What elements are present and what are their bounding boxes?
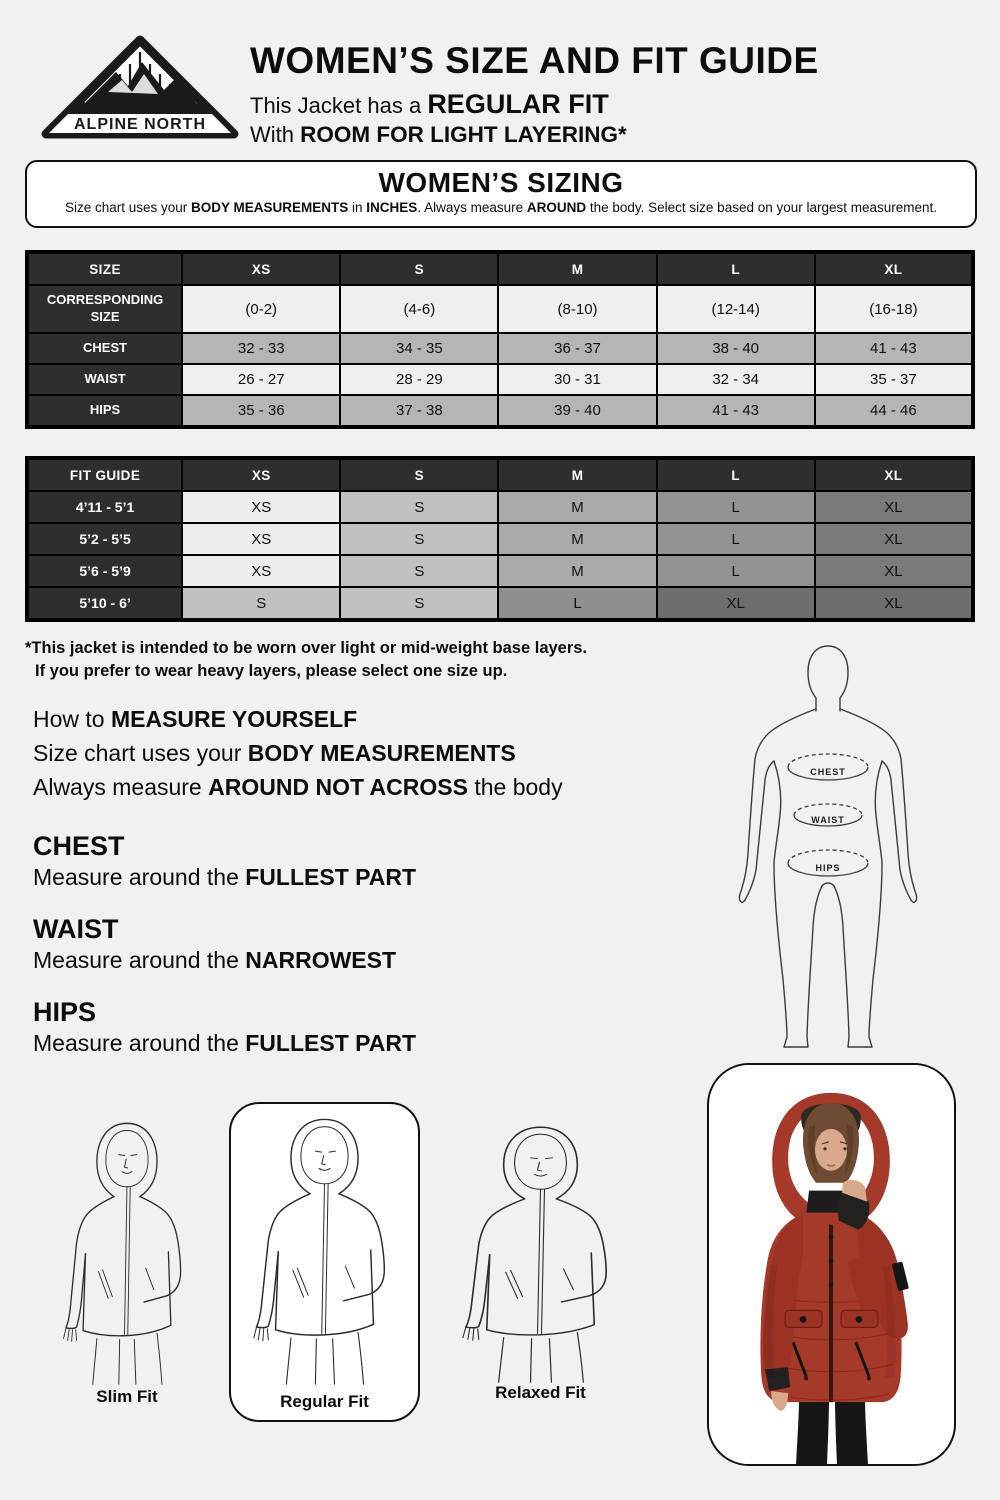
height-range-label: 5’10 - 6’ [27,587,182,620]
table-row [27,491,973,523]
hips-band [788,850,868,876]
size-cell: 36 - 37 [498,333,656,364]
table-row [27,587,973,620]
fit-table-header-cell: S [340,458,498,491]
chest-band [788,754,868,780]
size-table-header-cell: SIZE [27,252,182,285]
recommended-size-cell: M [498,555,656,587]
size-cell: 41 - 43 [815,333,973,364]
size-table-header-row [27,252,973,285]
table-row [27,555,973,587]
table-row [27,333,973,364]
row-label: WAIST [27,364,182,395]
logo-wordmark: ALPINE NORTH [74,116,206,133]
measurement-sections [33,830,416,1079]
regular-fit-highlight-box [229,1102,420,1422]
fit-type-line: This Jacket has a REGULAR FIT [250,89,609,119]
size-cell: (0-2) [182,285,340,333]
size-cell: 34 - 35 [340,333,498,364]
sizing-description: Size chart uses your BODY MEASUREMENTS in INCHES. Always measure AROUND the body. Select size based on your largest measurement. [64,200,938,215]
recommended-size-cell: S [340,555,498,587]
red-parka-product-image [709,1065,954,1464]
size-cell: 44 - 46 [815,395,973,427]
recommended-size-cell: L [657,523,815,555]
hips-section [33,996,416,1058]
row-label: CHEST [27,333,182,364]
recommended-size-cell: XS [182,523,340,555]
recommended-size-cell: L [657,491,815,523]
size-cell: 32 - 34 [657,364,815,395]
intro-line: How to MEASURE YOURSELF [33,706,358,732]
body-outline-icon [739,646,916,1047]
section-text: Measure around the FULLEST PART [33,1030,417,1056]
recommended-size-cell: S [340,523,498,555]
fit-label-relaxed: Relaxed Fit [495,1383,586,1402]
sizing-title: WOMEN’S SIZING [378,167,624,198]
size-cell: 41 - 43 [657,395,815,427]
recommended-size-cell: XS [182,555,340,587]
recommended-size-cell: S [340,491,498,523]
hips-band-label: HIPS [815,863,841,873]
fit-table-header-cell: L [657,458,815,491]
fit-table-header-cell: XS [182,458,340,491]
product-photo-frame [707,1063,956,1466]
section-title: CHEST [33,831,125,861]
fit-table-header-cell: M [498,458,656,491]
fit-label-slim: Slim Fit [96,1387,158,1406]
body-measurement-diagram [700,633,1000,1063]
size-cell: 28 - 29 [340,364,498,395]
recommended-size-cell: M [498,491,656,523]
size-cell: (12-14) [657,285,815,333]
recommended-size-cell: L [498,587,656,620]
slim-fit-illustration [32,1118,222,1386]
fit-guide-table [25,456,975,622]
size-cell: 32 - 33 [182,333,340,364]
size-cell: (4-6) [340,285,498,333]
row-label: HIPS [27,395,182,427]
section-title: HIPS [33,997,97,1027]
recommended-size-cell: XL [815,523,973,555]
size-cell: (8-10) [498,285,656,333]
waist-band [794,804,862,826]
section-text: Measure around the FULLEST PART [33,864,417,890]
recommended-size-cell: XL [815,491,973,523]
recommended-size-cell: XL [657,587,815,620]
size-table-header-cell: L [657,252,815,285]
height-range-label: 5’6 - 5’9 [27,555,182,587]
measure-intro [33,702,563,804]
fit-table-header-row [27,458,973,491]
fit-table-header-cell: FIT GUIDE [27,458,182,491]
size-cell: 35 - 37 [815,364,973,395]
fit-label-regular: Regular Fit [280,1392,369,1411]
chest-band-label: CHEST [810,767,846,777]
layering-footnote [25,637,587,683]
regular-fit-illustration [231,1114,418,1386]
recommended-size-cell: XL [815,587,973,620]
size-cell: 39 - 40 [498,395,656,427]
size-table-header-cell: XS [182,252,340,285]
recommended-size-cell: L [657,555,815,587]
recommended-size-cell: XL [815,555,973,587]
size-cell: 30 - 31 [498,364,656,395]
size-cell: (16-18) [815,285,973,333]
size-cell: 37 - 38 [340,395,498,427]
size-table-header-cell: XL [815,252,973,285]
size-measurements-table [25,250,975,429]
table-row [27,285,973,333]
layering-line: With ROOM FOR LIGHT LAYERING* [250,122,627,147]
fit-table-header-cell: XL [815,458,973,491]
footnote-line: If you prefer to wear heavy layers, please select one size up. [35,662,508,680]
size-cell: 26 - 27 [182,364,340,395]
alpine-north-logo [38,30,243,145]
relaxed-fit-illustration [438,1122,643,1384]
table-row [27,523,973,555]
table-row [27,364,973,395]
recommended-size-cell: S [340,587,498,620]
page-title: WOMEN’S SIZE AND FIT GUIDE [250,40,819,81]
height-range-label: 5’2 - 5’5 [27,523,182,555]
womens-sizing-banner [25,160,977,228]
intro-line: Size chart uses your BODY MEASUREMENTS [33,740,516,766]
size-table-header-cell: M [498,252,656,285]
size-table-header-cell: S [340,252,498,285]
waist-band-label: WAIST [811,815,845,825]
section-title: WAIST [33,914,119,944]
row-label: CORRESPONDING SIZE [27,285,182,333]
intro-line: Always measure AROUND NOT ACROSS the body [33,774,563,800]
recommended-size-cell: XS [182,491,340,523]
recommended-size-cell: S [182,587,340,620]
recommended-size-cell: M [498,523,656,555]
section-text: Measure around the NARROWEST [33,947,397,973]
table-row [27,395,973,427]
waist-section [33,913,416,975]
header-titles [250,40,970,148]
chest-section [33,830,416,892]
footnote-line: *This jacket is intended to be worn over light or mid-weight base layers. [25,639,588,657]
height-range-label: 4’11 - 5’1 [27,491,182,523]
size-cell: 38 - 40 [657,333,815,364]
size-cell: 35 - 36 [182,395,340,427]
